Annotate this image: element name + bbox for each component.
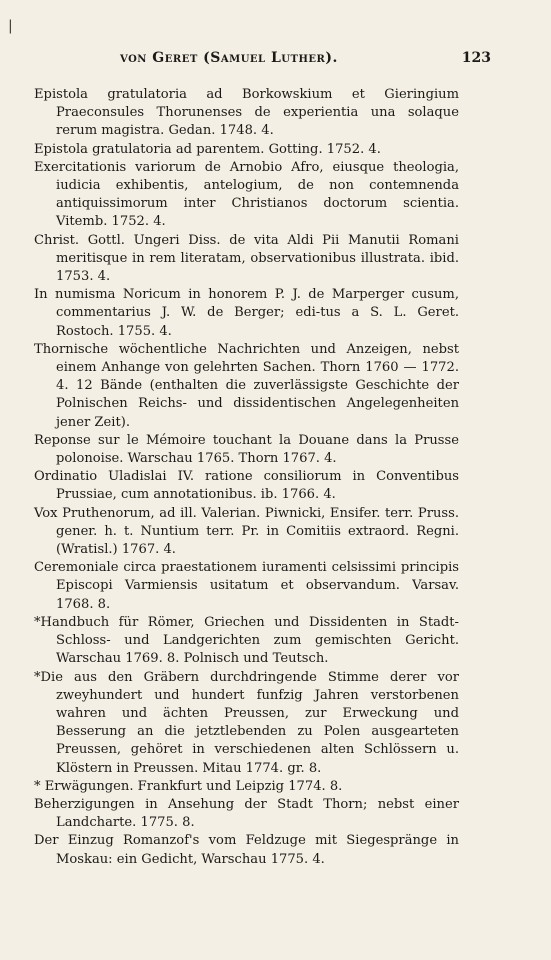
margin-mark: | bbox=[8, 18, 13, 34]
bibliography-entry: Epistola gratulatoria ad Borkowskium et Gieringium Praeconsules Thorunenses de experientia una solaque rerum magistra. Gedan. 1748. 4. bbox=[34, 87, 459, 139]
bibliography-entry: *Die aus den Gräbern durchdringende Stimme derer vor zweyhundert und hundert funfzig Jahren verstorbenen wahren und ächten Preussen, zur Erweckung und Besserung an die jetztlebenden zu Polen ausgearteten Preussen, gehöret in verschiedenen alten Schlössern u. Klöstern in Preussen. Mitau 1774. gr. 8. bbox=[34, 669, 459, 776]
bibliography-entry: Epistola gratulatoria ad parentem. Gotting. 1752. 4. bbox=[34, 141, 381, 157]
bibliography-entry: Ordinatio Uladislai IV. ratione consiliorum in Conventibus Prussiae, cum annotationibus. ib. 1766. 4. bbox=[34, 469, 459, 503]
bibliography-entry: Vox Pruthenorum, ad ill. Valerian. Piwnicki, Ensifer. terr. Pruss. gener. h. t. Nuntium terr. Pr. in Comitiis extraord. Regni. (Wratisl.) 1767. 4. bbox=[34, 505, 459, 558]
bibliography-entry: Thornische wöchentliche Nachrichten und Anzeigen, nebst einem Anhange von gelehrten Sachen. Thorn 1760 — 1772. 4. 12 Bände (enthalten die zuverlässigste Geschichte der Polnischen Reichs- und dissidentischen Angelegenheiten jener Zeit). bbox=[34, 341, 459, 430]
running-title: von Geret (Samuel Luther). bbox=[120, 50, 338, 66]
bibliography-entry: Reponse sur le Mémoire touchant la Douane dans la Prusse polonoise. Warschau 1765. Thorn 1767. 4. bbox=[34, 432, 459, 467]
bibliography-list bbox=[34, 86, 459, 869]
page-number: 123 bbox=[461, 50, 491, 66]
bibliography-entry: * Erwägungen. Frankfurt und Leipzig 1774. 8. bbox=[34, 778, 343, 794]
bibliography-entry: *Handbuch für Römer, Griechen und Dissidenten in Stadt- Schloss- und Landgerichten zum gemischten Gericht. Warschau 1769. 8. Polnisch und Teutsch. bbox=[34, 614, 459, 667]
bibliography-entry: Ceremoniale circa praestationem iuramenti celsissimi principis Episcopi Varmiensis usitatum et observandum. Varsav. 1768. 8. bbox=[34, 560, 459, 612]
bibliography-entry: Beherzigungen in Ansehung der Stadt Thorn; nebst einer Landcharte. 1775. 8. bbox=[34, 796, 459, 831]
bibliography-entry: Christ. Gottl. Ungeri Diss. de vita Aldi Pii Manutii Romani meritisque in rem literatam, observationibus illustrata. ibid. 1753. 4. bbox=[34, 232, 459, 285]
bibliography-entry: Der Einzug Romanzof's vom Feldzuge mit Siegespränge in Moskau: ein Gedicht, Warschau 1775. 4. bbox=[34, 833, 459, 867]
bibliography-entry: In numisma Noricum in honorem P. J. de Marperger cusum, commentarius J. W. de Berger; edi-tus a S. L. Geret. Rostoch. 1755. 4. bbox=[34, 287, 459, 339]
page-header bbox=[60, 50, 491, 72]
bibliography-entry: Exercitationis variorum de Arnobio Afro, eiusque theologia, iudicia exhibentis, antelogium, de non contemnenda antiquissimorum inter Christianos doctorum scientia. Vitemb. 1752. 4. bbox=[34, 159, 459, 230]
